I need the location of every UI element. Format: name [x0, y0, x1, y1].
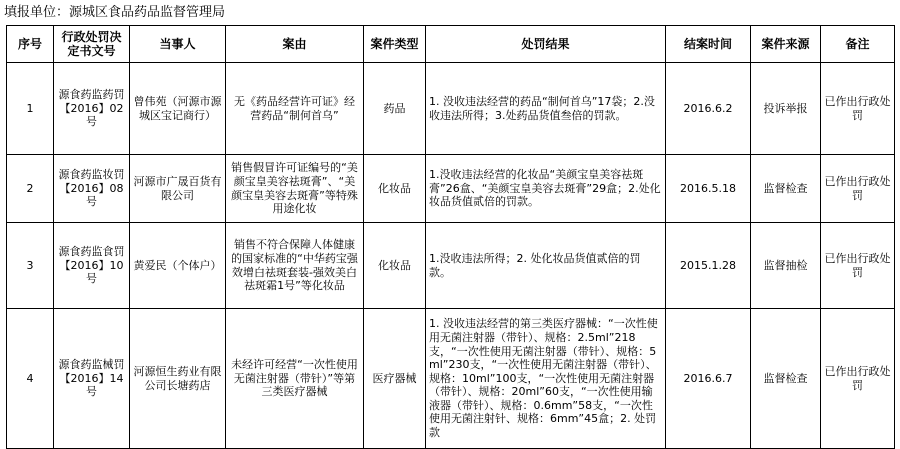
cell-cause: 无《药品经营许可证》经营药品“制何首乌” [226, 63, 364, 155]
cell-no: 1 [7, 63, 54, 155]
cell-result: 1.没收违法所得；2. 处化妆品货值贰倍的罚款。 [426, 223, 666, 309]
cell-result: 1. 没收违法经营的药品“制何首乌”17袋；2.没收违法所得；3.处药品货值叁倍的罚款。 [426, 63, 666, 155]
cell-cause: 未经许可经营“一次性使用无菌注射器（带针）”等第三类医疗器械 [226, 309, 364, 449]
table-row [7, 63, 895, 155]
cell-result: 1.没收违法经营的化妆品“美颜宝皇美容祛斑膏”26盒、“美颜宝皇美容去斑膏”29盒；2.处化妆品货值贰倍的罚款。 [426, 155, 666, 223]
cell-no: 3 [7, 223, 54, 309]
header-no: 序号 [7, 26, 54, 63]
cell-cause: 销售不符合保障人体健康的国家标准的“中华药宝强效增白祛斑套装-强效美白祛斑霜1号”等化妆品 [226, 223, 364, 309]
cell-doc-no: 源食药监妆罚【2016】08号 [54, 155, 130, 223]
cell-source: 投诉举报 [751, 63, 821, 155]
header-cause: 案由 [226, 26, 364, 63]
cell-note: 已作出行政处罚 [821, 223, 895, 309]
cell-closed-date: 2016.6.2 [666, 63, 751, 155]
cell-party: 曾伟苑（河源市源城区宝记商行） [130, 63, 226, 155]
cell-type: 化妆品 [364, 223, 426, 309]
cell-doc-no: 源食药监械罚【2016】14号 [54, 309, 130, 449]
header-result: 处罚结果 [426, 26, 666, 63]
cell-source: 监督抽检 [751, 223, 821, 309]
table-row [7, 309, 895, 449]
cell-note: 已作出行政处罚 [821, 63, 895, 155]
cell-result: 1. 没收违法经营的第三类医疗器械：“一次性使用无菌注射器（带针）、规格：2.5ml”218支，“一次性使用无菌注射器（带针）、规格：5ml”230支，“一次性使用无菌注射器（带针）、规格：10ml”100支，“一次性使用无菌注射器（带针）、规格：20ml”60支，“一次性使用输液器（带针）、规格：0.6mm”58支，“一次性使用无菌注射针、规格：6mm”45盒；2. 处罚款 [426, 309, 666, 449]
reporting-unit-line: 填报单位：源城区食品药品监督管理局 [4, 5, 226, 20]
cell-note: 已作出行政处罚 [821, 309, 895, 449]
cell-type: 药品 [364, 63, 426, 155]
cell-type: 医疗器械 [364, 309, 426, 449]
table-row [7, 223, 895, 309]
table-header-row [7, 26, 895, 63]
cell-party: 黄爱民（个体户） [130, 223, 226, 309]
cell-closed-date: 2015.1.28 [666, 223, 751, 309]
header-source: 案件来源 [751, 26, 821, 63]
cell-note: 已作出行政处罚 [821, 155, 895, 223]
header-party: 当事人 [130, 26, 226, 63]
cell-party: 河源恒生药业有限公司长塘药店 [130, 309, 226, 449]
cell-no: 4 [7, 309, 54, 449]
cell-no: 2 [7, 155, 54, 223]
cell-source: 监督检查 [751, 309, 821, 449]
penalty-table [6, 25, 895, 449]
cell-doc-no: 源食药监药罚【2016】02号 [54, 63, 130, 155]
cell-closed-date: 2016.5.18 [666, 155, 751, 223]
header-type: 案件类型 [364, 26, 426, 63]
header-doc-no: 行政处罚决定书文号 [54, 26, 130, 63]
header-closed-date: 结案时间 [666, 26, 751, 63]
cell-party: 河源市广晟百货有限公司 [130, 155, 226, 223]
header-note: 备注 [821, 26, 895, 63]
table-row [7, 155, 895, 223]
cell-cause: 销售假冒许可证编号的“美颜宝皇美容祛斑膏”、“美颜宝皇美容去斑膏”等特殊用途化妆 [226, 155, 364, 223]
cell-doc-no: 源食药监食罚【2016】10号 [54, 223, 130, 309]
cell-source: 监督检查 [751, 155, 821, 223]
cell-closed-date: 2016.6.7 [666, 309, 751, 449]
cell-type: 化妆品 [364, 155, 426, 223]
